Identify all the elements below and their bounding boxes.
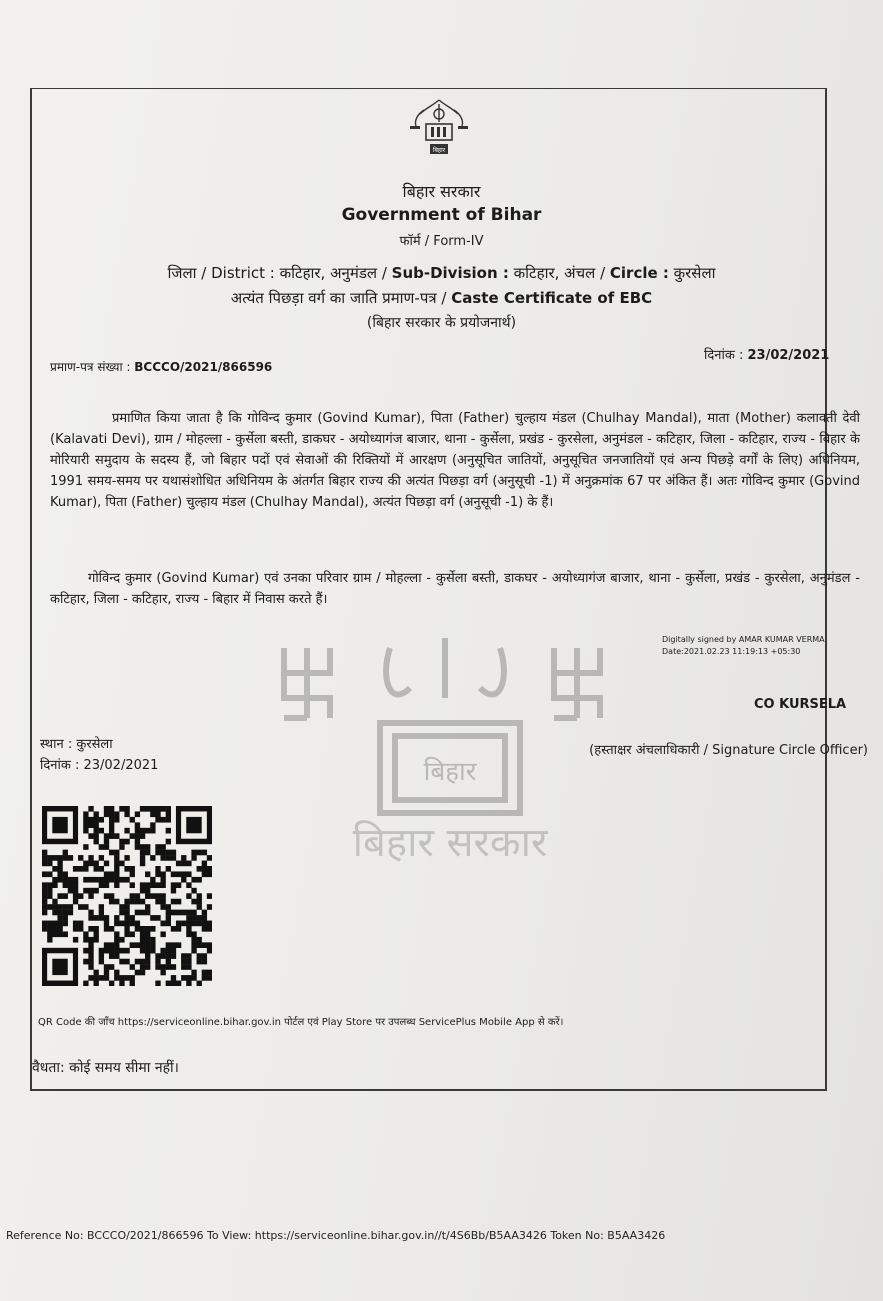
certificate-number-value: BCCCO/2021/866596: [134, 360, 273, 374]
reference-footer: Reference No: BCCCO/2021/866596 To View: https://serviceonline.bihar.gov.in//t/4S6Bb/B5AA3426 Token No: B5AA3426: [6, 1229, 666, 1242]
qr-code-icon: [42, 806, 212, 986]
certificate-title-hindi: अत्यंत पिछड़ा वर्ग का जाति प्रमाण-पत्र /: [230, 289, 452, 307]
bihar-seal-watermark-icon: [270, 628, 630, 868]
subdivision-value: कटिहार, अंचल /: [513, 264, 610, 282]
qr-verification-note: QR Code की जाँच https://serviceonline.bihar.gov.in पोर्टल एवं Play Store पर उपलब्ध ServicePlus Mobile App से करें।: [38, 1017, 564, 1028]
issue-date-label: दिनांक :: [704, 348, 748, 363]
certificate-number-label: प्रमाण-पत्र संख्या :: [50, 360, 135, 374]
government-title: Government of Bihar: [341, 205, 542, 225]
watermark-inner-text: बिहार: [423, 757, 477, 787]
validity-note: वैधता: कोई समय सीमा नहीं।: [32, 1060, 179, 1076]
signing-date: दिनांक : 23/02/2021: [40, 758, 159, 773]
certificate-body-paragraph: प्रमाणित किया जाता है कि गोविन्द कुमार (Govind Kumar), पिता (Father) चुल्हाय मंडल (Chulhay Mandal), माता (Mother) कलावती देवी (Kalavati Devi), ग्राम / मोहल्ला - कुर्सेला बस्ती, डाकघर - अयोध्यागंज बाजार, थाना - कुर्सेला, प्रखंड - कुरसेला, अनुमंडल - कटिहार, जिला - कटिहार, राज्य - बिहार के मोरियारी समुदाय के सदस्य हैं, जो बिहार पदों एवं सेवाओं की रिक्तियों में आरक्षण (अनुसूचित जातियों, अनुसूचित जनजातियों एवं अन्य पिछड़े वर्गों के लिए) अधिनियम, 1991 समय-समय पर यथासंशोधित अधिनियम के अंतर्गत बिहार राज्य की अत्यंत पिछड़ा वर्ग (अनुसूची -1) में अनुक्रमांक 67 पर अंकित हैं। अतः गोविन्द कुमार (Govind Kumar), पिता (Father) चुल्हाय मंडल (Chulhay Mandal), अत्यंत पिछड़ा वर्ग (अनुसूची -1) के हैं।: [50, 411, 860, 510]
subdivision-label: Sub-Division :: [391, 264, 509, 282]
issue-date-value: 23/02/2021: [747, 348, 830, 363]
district-label: जिला / District :: [167, 264, 275, 282]
certificate-subtitle: (बिहार सरकार के प्रयोजनार्थ): [366, 315, 517, 331]
circle-label: Circle :: [609, 264, 669, 282]
emblem-label: बिहार: [432, 147, 446, 154]
digital-signature-date: Date:2021.02.23 11:19:13 +05:30: [662, 647, 801, 656]
certificate-title-english: Caste Certificate of EBC: [451, 289, 653, 307]
form-label: फॉर्म / Form-IV: [399, 234, 484, 249]
circle-value: कुरसेला: [673, 264, 716, 282]
watermark-text: बिहार सरकार: [352, 820, 548, 866]
digital-signature-signer: Digitally signed by AMAR KUMAR VERMA: [662, 635, 825, 644]
place: स्थान : कुरसेला: [40, 737, 113, 752]
bihar-emblem-icon: [404, 96, 474, 162]
issue-date: [704, 345, 829, 363]
hindi-government-title: बिहार सरकार: [402, 182, 481, 201]
officer-designation: CO KURSELA: [754, 697, 847, 712]
signature-label: (हस्ताक्षर अंचलाधिकारी / Signature Circle Officer): [589, 743, 868, 758]
certificate-title: [0, 288, 883, 308]
certificate-number: [50, 358, 272, 375]
digital-signature: [662, 634, 825, 658]
district-value: कटिहार, अनुमंडल /: [279, 264, 392, 282]
district-line: [0, 263, 883, 283]
residence-paragraph: गोविन्द कुमार (Govind Kumar) एवं उनका परिवार ग्राम / मोहल्ला - कुर्सेला बस्ती, डाकघर - अयोध्यागंज बाजार, थाना - कुर्सेला, प्रखंड - कुरसेला, अनुमंडल - कटिहार, जिला - कटिहार, राज्य - बिहार में निवास करते हैं।: [50, 571, 860, 607]
